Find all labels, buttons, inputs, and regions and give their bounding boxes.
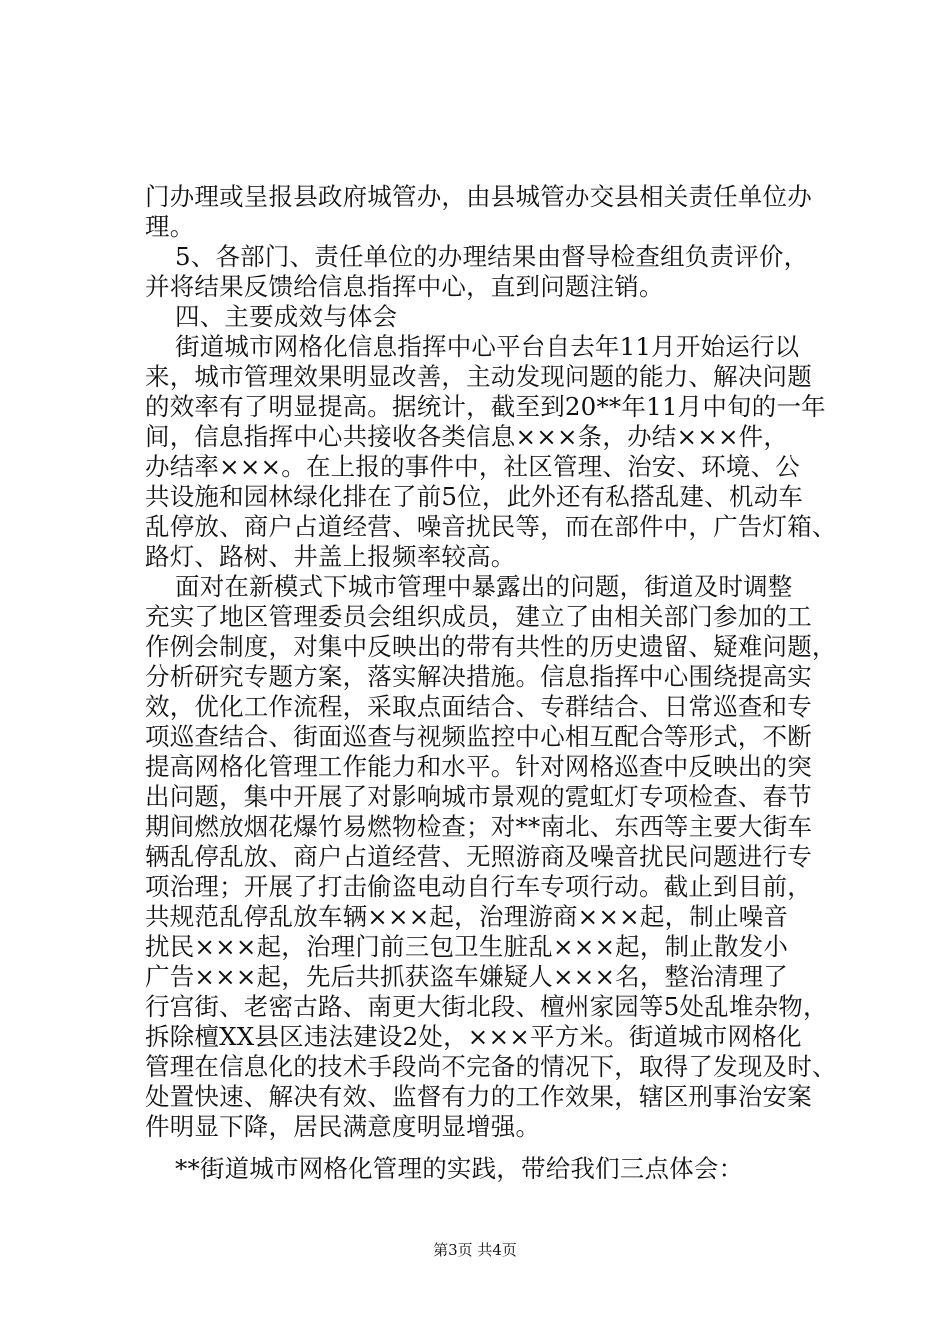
text-line: 门办理或呈报县政府城管办，由县城管办交县相关责任单位办 (145, 182, 812, 211)
text-line: 项巡查结合、街面巡查与视频监控中心相互配合等形式，不断 (145, 722, 812, 751)
text-line: 拆除檀XX县区违法建设2处，×××平方米。街道城市网格化 (145, 1022, 802, 1051)
text-line: 共设施和园林绿化排在了前5位，此外还有私搭乱建、机动车 (145, 482, 803, 511)
text-line: 行宫街、老密古路、南更大街北段、檀州家园等5处乱堆杂物， (145, 992, 828, 1021)
text-line: 件明显下降，居民满意度明显增强。 (145, 1112, 541, 1141)
text-line: 期间燃放烟花爆竹易燃物检查；对**南北、东西等主要大街车 (145, 812, 813, 841)
text-line: 提高网格化管理工作能力和水平。针对网格巡查中反映出的突 (145, 752, 812, 781)
text-line: 办结率×××。在上报的事件中，社区管理、治安、环境、公 (145, 452, 800, 481)
text-line: 分析研究专题方案，落实解决措施。信息指挥中心围绕提高实 (145, 662, 812, 691)
text-line: 作例会制度，对集中反映出的带有共性的历史遗留、疑难问题， (145, 632, 837, 661)
text-line: 处置快速、解决有效、监督有力的工作效果，辖区刑事治安案 (145, 1082, 812, 1111)
text-line: **街道城市网格化管理的实践，带给我们三点体会： (175, 1154, 744, 1183)
text-line: 面对在新模式下城市管理中暴露出的问题，街道及时调整 (175, 572, 793, 601)
text-line: 路灯、路树、井盖上报频率较高。 (145, 542, 516, 571)
text-line: 广告×××起，先后共抓获盗车嫌疑人×××名，整治清理了 (145, 962, 789, 991)
text-line: 间，信息指挥中心共接收各类信息×××条，办结×××件， (145, 422, 789, 451)
page-footer: 第3页 共4页 (433, 1241, 517, 1259)
text-line: 辆乱停乱放、商户占道经营、无照游商及噪音扰民问题进行专 (145, 842, 812, 871)
text-line: 充实了地区管理委员会组织成员，建立了由相关部门参加的工 (145, 602, 812, 631)
text-line: 共规范乱停乱放车辆×××起，治理游商×××起，制止噪音 (145, 902, 789, 931)
text-line: 效，优化工作流程，采取点面结合、专群结合、日常巡查和专 (145, 692, 812, 721)
text-line: 管理在信息化的技术手段尚不完备的情况下，取得了发现及时、 (145, 1052, 837, 1081)
text-line: 并将结果反馈给信息指挥中心，直到问题注销。 (145, 272, 664, 301)
text-line: 出问题，集中开展了对影响城市景观的霓虹灯专项检查、春节 (145, 782, 812, 811)
text-line: 来，城市管理效果明显改善，主动发现问题的能力、解决问题 (145, 362, 812, 391)
text-line: 项治理；开展了打击偷盗电动自行车专项行动。截止到目前， (145, 872, 812, 901)
text-line: 扰民×××起，治理门前三包卫生脏乱×××起，制止散发小 (145, 932, 789, 961)
text-line: 乱停放、商户占道经营、噪音扰民等，而在部件中，广告灯箱、 (145, 512, 837, 541)
text-line: 街道城市网格化信息指挥中心平台自去年11月开始运行以 (175, 332, 800, 361)
text-line: 5、各部门、责任单位的办理结果由督导检查组负责评价， (175, 242, 809, 271)
section-heading: 四、主要成效与体会 (175, 302, 398, 331)
text-line: 的效率有了明显提高。据统计，截至到20**年11月中旬的一年 (145, 392, 826, 421)
text-line: 理。 (145, 212, 195, 241)
